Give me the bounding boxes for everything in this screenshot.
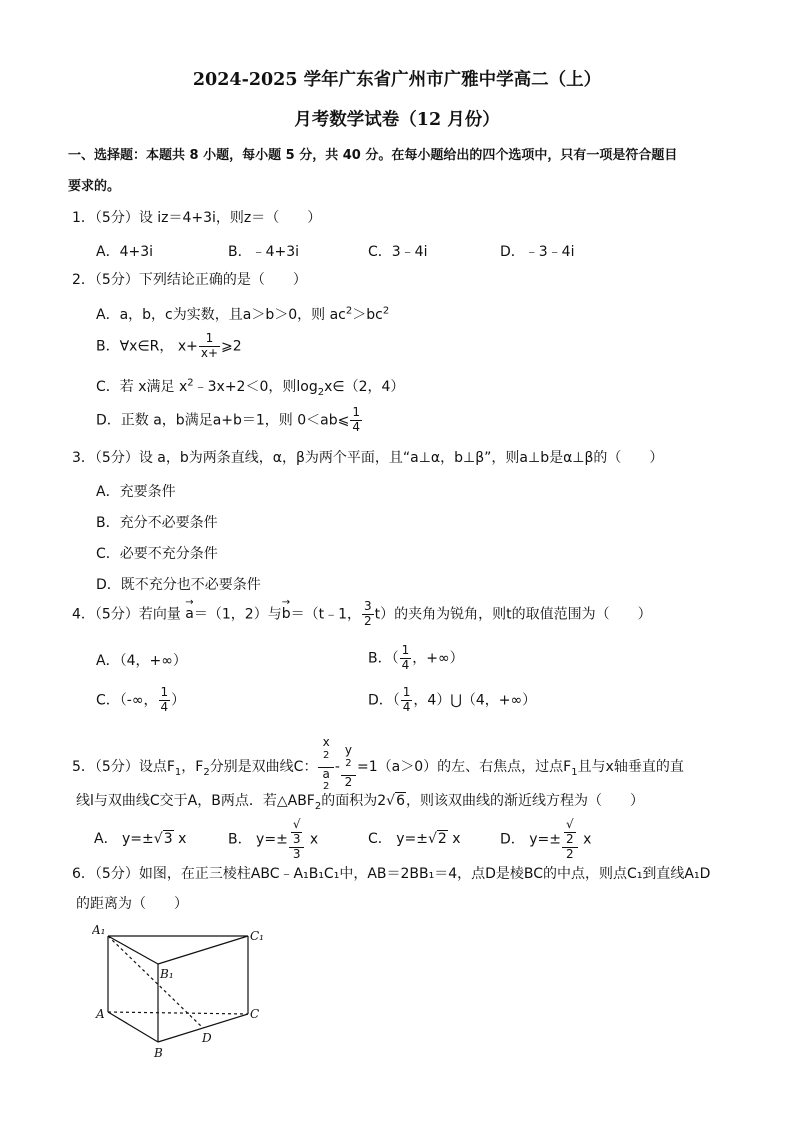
q1-option-a[interactable]: A．4+3i: [96, 244, 154, 260]
q2-a-text-1: A．a，b，c为实数，且a＞b＞0，则 ac: [96, 307, 346, 323]
label-c: C: [250, 1007, 260, 1021]
q4-fraction: [362, 600, 374, 629]
q4-option-a[interactable]: A．（4，+∞）: [96, 653, 187, 669]
frac-numerator: 1: [199, 332, 220, 347]
frac-numerator: 1: [402, 685, 411, 699]
q1-option-c[interactable]: C．3﹣4i: [368, 244, 428, 260]
q3-option-a[interactable]: A．充要条件: [96, 484, 176, 500]
q5-d-text: D． y=±: [500, 831, 561, 848]
question-6-stem: 6．（5分）如图，在正三棱柱ABC﹣A₁B₁C₁中，AB＝2BB₁＝4，点D是棱BC的中点，则点C₁到直线A₁D: [72, 866, 711, 882]
vector-arrow-icon: →: [185, 597, 194, 609]
sqrt-icon: √: [386, 793, 396, 809]
sqrt-icon: √: [153, 831, 163, 847]
frac-numerator: 1: [160, 685, 169, 699]
frac-numerator: [289, 818, 305, 848]
frac-denominator: 4: [352, 419, 361, 434]
label-d: D: [202, 1031, 212, 1045]
q5-a: a: [322, 766, 330, 781]
q4-text-2: ＝（1，2）与: [193, 606, 282, 623]
vector-a: [185, 597, 194, 623]
q5-y: y: [344, 743, 352, 758]
sqrt-icon: √: [292, 817, 301, 831]
triangular-prism-figure: [92, 920, 272, 1060]
q5-d-fraction: [562, 818, 578, 861]
q2-option-c[interactable]: [96, 376, 404, 398]
q5-sup: 2: [322, 781, 330, 793]
frac-numerator: 1: [401, 643, 410, 657]
frac-denominator: 4: [402, 699, 411, 714]
q2-c-text-2: ﹣3x+2＜0，则log: [193, 379, 318, 395]
sqrt-icon: √: [427, 831, 437, 847]
q5-d-x: x: [583, 831, 592, 848]
label-b: B: [154, 1046, 163, 1060]
label-a1: A₁: [92, 923, 106, 937]
edge-ab: [108, 1012, 158, 1042]
q5-sup: 2: [345, 758, 352, 770]
q2-c-text-3: x∈（2，4）: [324, 379, 405, 395]
edge-b1c1: [158, 936, 248, 964]
frac-numerator: [318, 736, 333, 768]
q4-c-fraction: [159, 686, 171, 715]
q5-option-b[interactable]: [228, 818, 318, 861]
q4-b-fraction: [400, 644, 412, 673]
frac-numerator: [562, 818, 578, 848]
q5-text-8: ，则该双曲线的渐近线方程为（ ）: [406, 793, 644, 809]
q2-d-text-2: 0＜ab⩽: [297, 412, 350, 429]
q5-option-a[interactable]: [94, 828, 186, 848]
question-5-stem: [72, 736, 684, 798]
frac-denominator: 3: [292, 846, 301, 861]
q5-sqrt-six: 6: [396, 793, 405, 809]
frac-denominator: 2: [565, 846, 574, 861]
q1-option-d[interactable]: D．﹣3﹣4i: [500, 244, 575, 260]
q2-b-text-2: ⩾2: [221, 338, 242, 355]
label-a: A: [96, 1007, 105, 1021]
section-header-cont: 要求的。: [68, 179, 121, 194]
q5-sub: 1: [571, 766, 578, 778]
q5-option-c[interactable]: [368, 828, 461, 848]
q2-a-sup-2: 2: [382, 305, 390, 317]
q5-text-1: 5．（5分）设点F: [72, 759, 175, 776]
q3-option-d[interactable]: D．既不充分也不必要条件: [96, 577, 261, 593]
q5-text-5: 且与x轴垂直的直: [577, 759, 684, 776]
q4-b-text-1: B．（: [368, 650, 399, 667]
q5-sub: 1: [174, 766, 182, 778]
question-1-stem: 1．（5分）设 iz＝4+3i，则z＝（ ）: [72, 210, 322, 226]
q4-text-3: ＝（t﹣1，: [290, 606, 361, 623]
q4-option-b[interactable]: [368, 644, 464, 673]
q2-option-d[interactable]: [96, 406, 363, 435]
q4-option-d[interactable]: [368, 686, 536, 715]
q5-minus: -: [334, 759, 340, 776]
label-c1: C₁: [250, 929, 264, 943]
q2-option-b[interactable]: [96, 332, 242, 361]
q3-option-c[interactable]: C．必要不充分条件: [96, 546, 218, 562]
vector-a-label: a: [185, 606, 194, 623]
vector-b-label: b: [281, 606, 291, 623]
q5-x: x: [322, 735, 330, 749]
frac-numerator: 1: [352, 405, 361, 419]
q2-option-a[interactable]: [96, 304, 389, 324]
question-3-stem: 3．（5分）设 a，b为两条直线，α，β为两个平面，且“a⊥α，b⊥β”，则a⊥b是α⊥β的（ ）: [72, 450, 664, 466]
q5-text-7: 的面积为: [321, 793, 378, 809]
q2-a-sup-1: 2: [345, 305, 353, 317]
q2-d-text-1: D．正数 a，b满足a+b＝1，则: [96, 412, 293, 429]
q5-b-text: B． y=±: [228, 831, 288, 848]
q4-d-text-2: ，4）⋃（4，+∞）: [413, 692, 537, 709]
q5-a-radicand: 3: [163, 831, 173, 847]
frac-denominator: x+: [200, 345, 219, 360]
frac-numerator: 3: [364, 599, 372, 613]
frac-denominator: 4: [160, 699, 169, 714]
q5-frac-x: [318, 736, 333, 798]
exam-title-line2: 月考数学试卷（12 月份）: [294, 110, 500, 130]
exam-title-line1: 2024-2025 学年广东省广州市广雅中学高二（上）: [192, 70, 602, 90]
vector-arrow-icon: →: [281, 597, 291, 609]
frac-denominator: 2: [364, 613, 372, 628]
q5-a-text: A． y=±: [94, 831, 154, 847]
q5-option-d[interactable]: [500, 818, 591, 861]
q5-sub: 2: [203, 766, 210, 778]
q5-two: 2: [377, 793, 387, 809]
q2-b-x: x+: [177, 338, 198, 355]
q1-option-b[interactable]: B．﹣4+3i: [228, 244, 300, 260]
vector-b: [281, 597, 291, 623]
q4-d-text-1: D．（: [368, 692, 400, 709]
q5-b-radicand: 3: [291, 832, 303, 847]
edge-a1b1: [108, 936, 158, 964]
edge-ac-hidden: [108, 1012, 248, 1014]
q2-c-sup: 2: [187, 377, 194, 389]
frac-numerator: [341, 744, 356, 776]
q5-text-2: ，F: [181, 759, 204, 776]
frac-denominator: 2: [344, 774, 353, 789]
question-4-stem: [72, 597, 652, 629]
q5-text-6: 线l与双曲线C交于A，B两点．若△ABF: [76, 793, 315, 809]
section-header: 一、选择题：本题共 8 小题，每小题 5 分，共 40 分。在每小题给出的四个选项中，只有一项是符合题目: [68, 148, 678, 163]
question-5-stem-cont: [76, 792, 644, 813]
frac-denominator: 4: [401, 657, 410, 672]
q5-b-fraction: [289, 818, 305, 861]
q4-text-1: 4．（5分）若向量: [72, 606, 181, 623]
q5-text-3: 分别是双曲线C：: [209, 759, 318, 776]
q5-text-4: =1（a＞0）的左、右焦点，过点F: [357, 759, 572, 776]
label-b1: B₁: [160, 967, 174, 981]
q2-c-sub: 2: [317, 386, 325, 398]
q5-a-x: x: [178, 831, 187, 847]
q3-option-b[interactable]: B．充分不必要条件: [96, 515, 218, 531]
q5-c-x: x: [452, 831, 461, 847]
q4-option-c[interactable]: [96, 686, 185, 715]
q4-text-4: ）的夹角为锐角，则t的取值范围为（ ）: [380, 606, 652, 623]
q4-d-fraction: [401, 686, 413, 715]
q5-sub: 2: [314, 800, 322, 812]
question-2-stem: 2．（5分）下列结论正确的是（ ）: [72, 272, 307, 288]
q5-b-x: x: [309, 831, 319, 848]
q4-t: t: [374, 606, 381, 623]
q2-b-fraction: [199, 332, 220, 361]
question-6-stem-cont: 的距离为（ ）: [76, 896, 188, 912]
q2-d-fraction: [350, 406, 362, 435]
q2-a-text-2: ＞bc: [352, 307, 383, 323]
q4-c-text-1: C．（-∞，: [96, 692, 158, 709]
sqrt-icon: √: [565, 817, 574, 831]
q5-c-text: C． y=±: [368, 831, 428, 847]
q2-c-text-1: C．若 x满足 x: [96, 379, 188, 395]
q5-frac-y: [341, 744, 356, 789]
q4-c-text-2: ）: [171, 692, 186, 709]
q2-b-text-1: B．∀x∈R，: [96, 338, 174, 355]
q5-sup: 2: [322, 749, 330, 761]
q5-c-radicand: 2: [437, 831, 447, 847]
segment-a1d-hidden: [108, 936, 203, 1028]
q5-d-radicand: 2: [564, 832, 576, 847]
q4-b-text-2: ，+∞）: [412, 650, 464, 667]
